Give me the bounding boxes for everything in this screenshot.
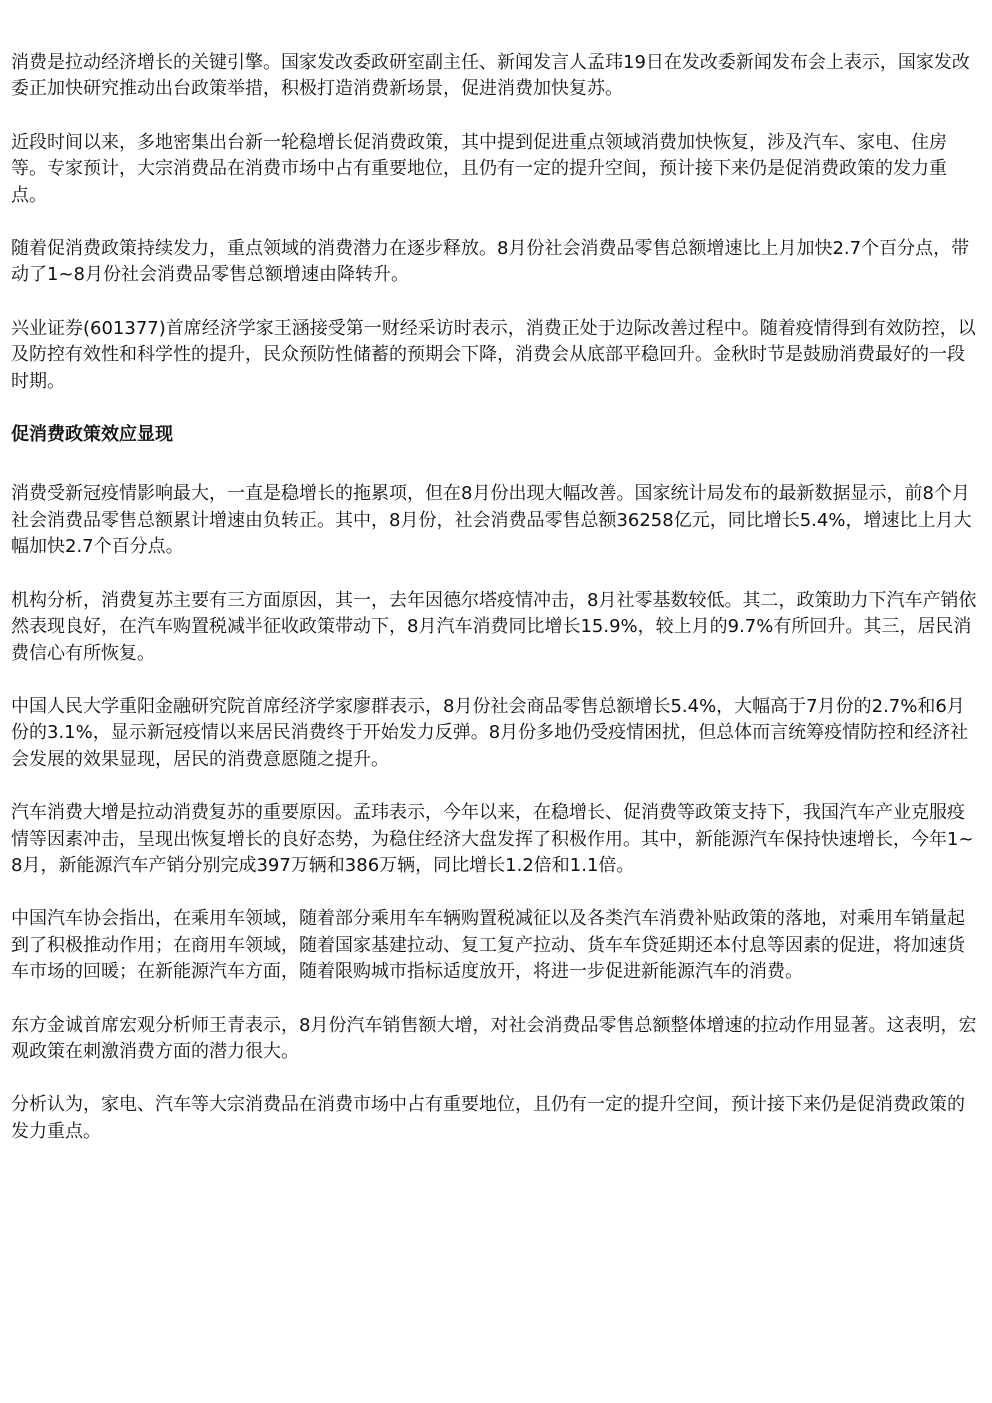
paragraph: 机构分析，消费复苏主要有三方面原因，其一，去年因德尔塔疫情冲击，8月社零基数较低。其二，政策助力下汽车产销依然表现良好，在汽车购置税减半征收政策带动下，8月汽车消费同比增长15.9%，较上月的9.7%有所回升。其三，居民消费信心有所恢复。 xyxy=(11,589,977,664)
article-body xyxy=(11,50,981,1172)
paragraph: 消费受新冠疫情影响最大，一直是稳增长的拖累项，但在8月份出现大幅改善。国家统计局发布的最新数据显示，前8个月社会消费品零售总额累计增速由负转正。其中，8月份，社会消费品零售总额36258亿元，同比增长5.4%，增速比上月大幅加快2.7个百分点。 xyxy=(11,483,972,558)
paragraph: 兴业证券(601377)首席经济学家王涵接受第一财经采访时表示，消费正处于边际改善过程中。随着疫情得到有效防控，以及防控有效性和科学性的提升，民众预防性储蓄的预期会下降，消费会从底部平稳回升。金秋时节是鼓励消费最好的一段时期。 xyxy=(11,317,976,392)
paragraph: 中国人民大学重阳金融研究院首席经济学家廖群表示，8月份社会商品零售总额增长5.4%，大幅高于7月份的2.7%和6月份的3.1%，显示新冠疫情以来居民消费终于开始发力反弹。8月份多地仍受疫情困扰，但总体而言统筹疫情防控和经济社会发展的效果显现，居民的消费意愿随之提升。 xyxy=(11,695,969,770)
paragraph: 分析认为，家电、汽车等大宗消费品在消费市场中占有重要地位，且仍有一定的提升空间，预计接下来仍是促消费政策的发力重点。 xyxy=(11,1094,965,1142)
paragraph: 汽车消费大增是拉动消费复苏的重要原因。孟玮表示，今年以来，在稳增长、促消费等政策支持下，我国汽车产业克服疫情等因素冲击，呈现出恢复增长的良好态势，为稳住经济大盘发挥了积极作用。其中，新能源汽车保持快速增长，今年1~8月，新能源汽车产销分别完成397万辆和386万辆，同比增长1.2倍和1.1倍。 xyxy=(11,802,974,876)
paragraph: 随着促消费政策持续发力，重点领域的消费潜力在逐步释放。8月份社会消费品零售总额增速比上月加快2.7个百分点，带动了1~8月份社会消费品零售总额增速由降转升。 xyxy=(11,238,970,286)
paragraph: 东方金诚首席宏观分析师王青表示，8月份汽车销售额大增，对社会消费品零售总额整体增速的拉动作用显著。这表明，宏观政策在刺激消费方面的潜力很大。 xyxy=(11,1014,977,1062)
paragraph: 中国汽车协会指出，在乘用车领域，随着部分乘用车车辆购置税减征以及各类汽车消费补贴政策的落地，对乘用车销量起到了积极推动作用；在商用车领域，随着国家基建拉动、复工复产拉动、货车车贷延期还本付息等因素的促进，将加速货车市场的回暖；在新能源汽车方面，随着限购城市指标适度放开，将进一步促进新能源汽车的消费。 xyxy=(11,908,965,983)
paragraph: 近段时间以来，多地密集出台新一轮稳增长促消费政策，其中提到促进重点领域消费加快恢复，涉及汽车、家电、住房等。专家预计，大宗消费品在消费市场中占有重要地位，且仍有一定的提升空间，预计接下来仍是促消费政策的发力重点。 xyxy=(11,131,947,206)
paragraph: 消费是拉动经济增长的关键引擎。国家发改委政研室副主任、新闻发言人孟玮19日在发改委新闻发布会上表示，国家发改委正加快研究推动出台政策举措，积极打造消费新场景，促进消费加快复苏。 xyxy=(11,52,970,100)
section-heading: 促消费政策效应显现 xyxy=(11,424,173,446)
